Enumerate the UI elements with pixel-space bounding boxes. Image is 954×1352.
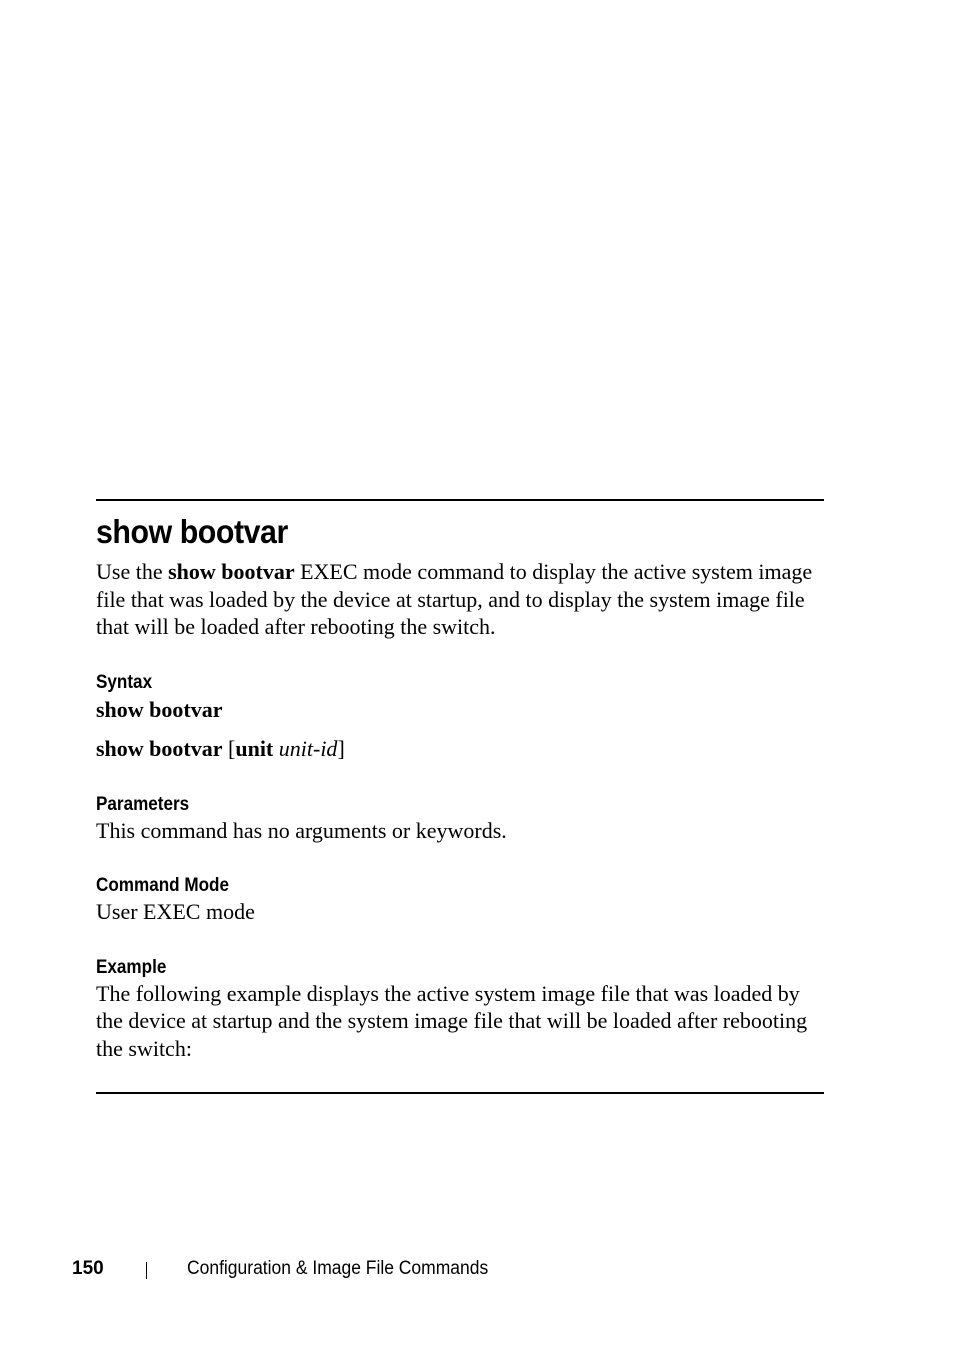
intro-paragraph xyxy=(96,558,824,641)
page-number: 150 xyxy=(72,1258,104,1279)
command-mode-heading: Command Mode xyxy=(96,875,230,896)
syntax-heading: Syntax xyxy=(96,671,153,693)
example-heading: Example xyxy=(96,956,167,978)
parameters-heading: Parameters xyxy=(96,793,190,815)
chapter-title: Configuration & Image File Commands xyxy=(187,1258,489,1279)
intro-before: Use the xyxy=(96,559,169,584)
section-bottom-rule xyxy=(96,1092,824,1094)
syntax-line-2 xyxy=(96,735,824,763)
footer-separator xyxy=(146,1262,147,1279)
parameters-text: This command has no arguments or keywords. xyxy=(96,817,507,843)
intro-command: show bootvar xyxy=(168,559,295,584)
intro-after: EXEC mode command to display the active system image file that was loaded by the device at startup, and to display the system image file that will be loaded after rebooting the switch. xyxy=(96,559,813,639)
example-text: The following example displays the active system image file that was loaded by the device at startup and the system image file that will be loaded after rebooting the switch: xyxy=(96,980,808,1061)
syntax-close-bracket: ] xyxy=(337,735,345,761)
syntax-argument: unit-id xyxy=(278,735,338,761)
section-title: show bootvar xyxy=(96,513,288,550)
command-mode-text: User EXEC mode xyxy=(96,899,255,924)
syntax-open-bracket: [ xyxy=(222,735,236,761)
syntax-line-2-command: show bootvar xyxy=(96,735,223,761)
section-top-rule xyxy=(96,499,824,501)
syntax-keyword: unit xyxy=(235,735,274,761)
syntax-line-1: show bootvar xyxy=(96,696,223,722)
section-content xyxy=(96,508,824,1062)
